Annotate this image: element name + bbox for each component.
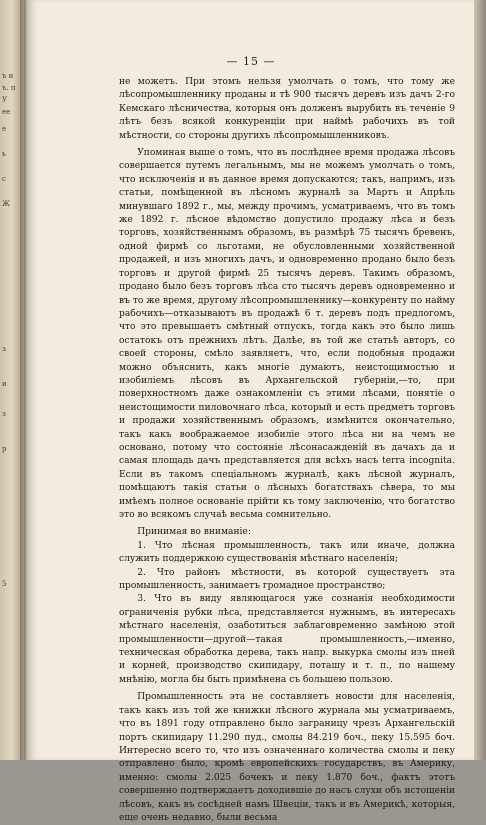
adjacent-page-fragment: ее <box>2 108 11 116</box>
adjacent-page-fragment: и <box>2 380 7 388</box>
list-item: 3. Что въ виду являющагося уже сознанія необходимости ограниченія рубки лѣса, представляется нужнымъ, въ интересахъ мѣстнаго населенія, озаботиться заблаговременно замѣною этой промышленности—другой—такая промышленность,—именно, техническая обработка дерева, такъ напр. выкурка смолы изъ пней и корней, производство скипидару, поташу и т. п., по нашему мнѣнію, могла бы быть примѣнена съ большею пользою. <box>119 594 455 685</box>
adjacent-page-fragment: р <box>2 445 7 453</box>
page-number: — 15 — <box>226 55 276 68</box>
adjacent-page-fragment: Ж <box>2 200 10 208</box>
adjacent-page-fragment: с <box>2 175 6 183</box>
adjacent-page-fragment: з <box>2 410 6 418</box>
adjacent-page-fragment: ъ. п <box>2 84 16 92</box>
page-fold-line <box>24 0 26 760</box>
list-item: 2. Что районъ мѣстности, въ которой существуетъ эта промышленность, занимаетъ громадное пространство; <box>119 567 455 592</box>
adjacent-page-fragment: е <box>2 125 7 133</box>
adjacent-page-fragment: ъ и <box>2 72 14 80</box>
paragraph: Промышленность эта не составляетъ новости для населенія, такъ какъ изъ той же книжки лѣсного журнала мы усматриваемъ, что въ 1891 году отправлено было заграницу чрезъ Архангельскій портъ скипидару 11.290 пуд., смолы 84.219 боч., пеку 15.595 боч. Интересно всего то, что изъ означеннаго количества смолы и пеку отправлено было, кромѣ европейскихъ государствъ, въ Америку, именно: смолы 2.025 бочекъ и пеку 1.870 боч., фактъ этотъ совершенно подтверждаетъ доходившіе до насъ слухи объ истощеніи лѣсовъ, какъ въ сосѣдней намъ Швеціи, такъ и въ Америкѣ, которыя, еще очень недавно, были весьма <box>119 692 455 823</box>
page-body-text <box>119 76 455 825</box>
paragraph: Упоминая выше о томъ, что въ послѣднее время продажа лѣсовъ совершается путемъ легальнымъ, мы не можемъ умолчать о томъ, что исключенія и въ данное время допускаются; такъ, напримъ, изъ статьи, помѣщенной въ лѣсномъ журналѣ за Мартъ и Апрѣль минувшаго 1892 г., мы, между прочимъ, усматриваемъ, что въ томъ же 1892 г. лѣсное вѣдомство допустило продажу лѣса и безъ торговъ, хозяйственнымъ образомъ, въ размѣрѣ 75 тысячъ бревенъ, одной фирмѣ со льготами, не обусловленными хозяйственной продажей, и изъ многихъ дачъ, и одновременно продано было безъ торговъ и другой фирмѣ 25 тысячъ деревъ. Такимъ образомъ, продано было безъ торговъ лѣса сто тысячъ деревъ одновременно и въ то же время, другому лѣсопромышленнику—конкуренту по найму рабочихъ—отказываютъ въ продажѣ 6 т. деревъ подъ предлогомъ, что это превышаетъ смѣтный отпускъ, тогда какъ это было лишь остатокъ отъ прежнихъ лѣтъ. Далѣе, въ той же статьѣ авторъ, со своей стороны, смѣло заявляетъ, что, если подобныя продажи можно объяснить, какъ многіе думаютъ, неистощимостью и изобиліемъ лѣсовъ въ Архангельской губерніи,—то, при поверхностномъ даже ознакомленіи съ этими лѣсами, понятіе о неистощимости пиловочнаго лѣса, который и есть предметъ торговъ и продажи хозяйственнымъ образомъ, измѣнится окончательно, такъ какъ воображаемое изобиліе этого лѣса ни на чемъ не основано, потому что состояніе лѣсонасажденій въ дачахъ да и самая площадь дачъ представляется для всѣхъ насъ terra incognita. Если въ такомъ спеціальномъ журналѣ, какъ лѣсной журналъ, помѣщаютъ такія статьи о лѣсныхъ богатствахъ сѣвера, то мы имѣемъ полное основаніе прійти къ тому заключенію, что богатство это во всякомъ случаѣ весьма сомнительно. <box>119 148 455 520</box>
adjacent-page-fragment: ь <box>2 150 6 158</box>
adjacent-page-fragment: У <box>2 96 8 104</box>
adjacent-page-edge <box>0 0 20 760</box>
paragraph: не можетъ. При этомъ нельзя умолчать о томъ, что тому же лѣсопромышленнику проданы и тѣ 900 тысячъ деревъ изъ дачъ 2-го Кемскаго лѣсничества, которыя онъ долженъ вырубить въ теченіе 9 лѣтъ безъ всякой конкуренціи при наймѣ рабочихъ въ той мѣстности, со стороны другихъ лѣсопромышленниковъ. <box>119 77 455 141</box>
list-item: 1. Что лѣсная промышленность, такъ или иначе, должна служить поддержкою существованія мѣстнаго населенія; <box>119 540 455 565</box>
paragraph-heading: Принимая во вниманіе: <box>137 527 251 538</box>
page-edge-shadow <box>474 0 486 760</box>
adjacent-page-fragment: 5 <box>2 580 7 588</box>
adjacent-page-fragment: з <box>2 345 6 353</box>
